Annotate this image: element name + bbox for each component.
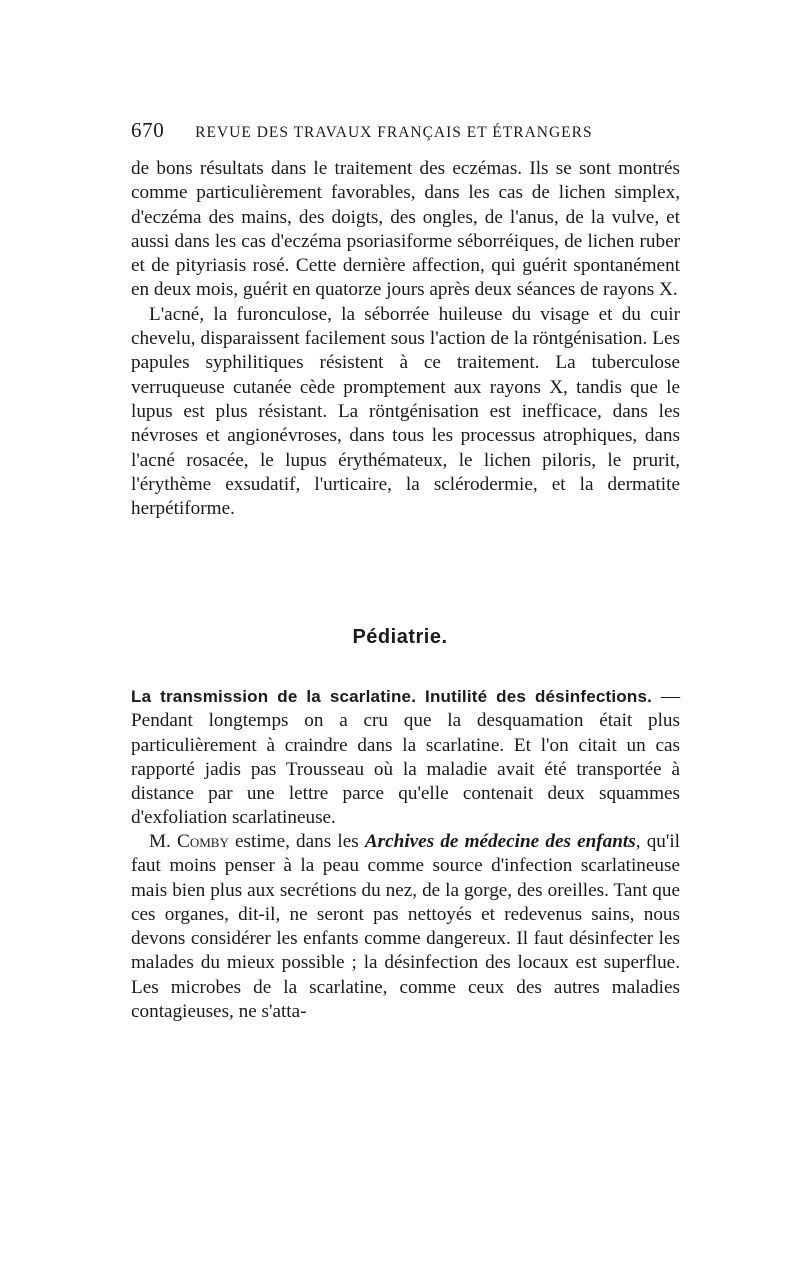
- paragraph-scarlatine-intro: [131, 685, 680, 831]
- running-head: [131, 118, 679, 143]
- paragraph-comby: [131, 830, 680, 1024]
- paragraph-eczema: de bons résultats dans le traitement des eczémas. Ils se sont montrés comme particulièrement favorables, dans les cas de lichen simplex, d'eczéma des mains, des doigts, des ongles, de l'anus, de la vulve, et aussi dans les cas d'eczéma psoriasiforme séborréiques, de lichen ruber et de pityriasis rosé. Cette dernière affection, qui guérit spontanément en deux mois, guérit en quatorze jours après deux séances de rayons X.: [131, 158, 680, 301]
- article-title: La transmission de la scarlatine. Inutilité des désinfections.: [131, 687, 653, 706]
- paragraph-comby-mid: estime, dans les: [228, 831, 365, 852]
- eczema-continuation-block: [131, 157, 680, 521]
- paragraph-acne: L'acné, la furonculose, la séborrée huileuse du visage et du cuir chevelu, disparaissent facilement sous l'action de la röntgénisation. Les papules syphilitiques résistent à ce traitement. La tuberculose verruqueuse cutanée cède promptement aux rayons X, tandis que le lupus est plus résistant. La röntgénisation est inefficace, dans les névroses et angionévroses, dans tous les processus atrophiques, dans l'acné rosacée, le lupus érythémateux, le lichen piloris, le prurit, l'érythème exsudatif, l'urticaire, la sclérodermie, et la dermatite herpétiforme.: [131, 303, 680, 520]
- paragraph-comby-rest: , qu'il faut moins penser à la peau comme source d'infection scarlatineuse mais bien plus aux secrétions du nez, de la gorge, des oreilles. Tant que ces organes, dit-il, ne seront pas nettoyés et redevenus sains, nous devons considérer les enfants comme dangereux. Il faut désinfecter les malades du mieux possible ; la désinfection des locaux est superflue. Les microbes de la scarlatine, comme ceux des autres maladies contagieuses, ne s'atta-: [131, 831, 681, 1023]
- paragraph-scarlatine-text: — Pendant longtemps on a cru que la desquamation était plus particulièrement à craindre dans la scarlatine. Et l'on citait un cas rapporté jadis pas Trousseau où la maladie avait été transportée à distance par une lettre parce qu'elle contenait deux squammes d'exfoliation scarlatineuse.: [131, 686, 680, 829]
- section-heading-pediatrie: Pédiatrie.: [352, 626, 448, 648]
- scarlatine-paragraph-2: [131, 830, 680, 1024]
- journal-title: Archives de médecine des enfants: [364, 831, 636, 852]
- scarlatine-paragraph-1: [131, 685, 680, 831]
- page-number: 670: [131, 118, 165, 142]
- author-name: Comby: [177, 831, 229, 852]
- running-title: REVUE DES TRAVAUX FRANÇAIS ET ÉTRANGERS: [195, 124, 593, 141]
- author-prefix: M.: [149, 831, 178, 852]
